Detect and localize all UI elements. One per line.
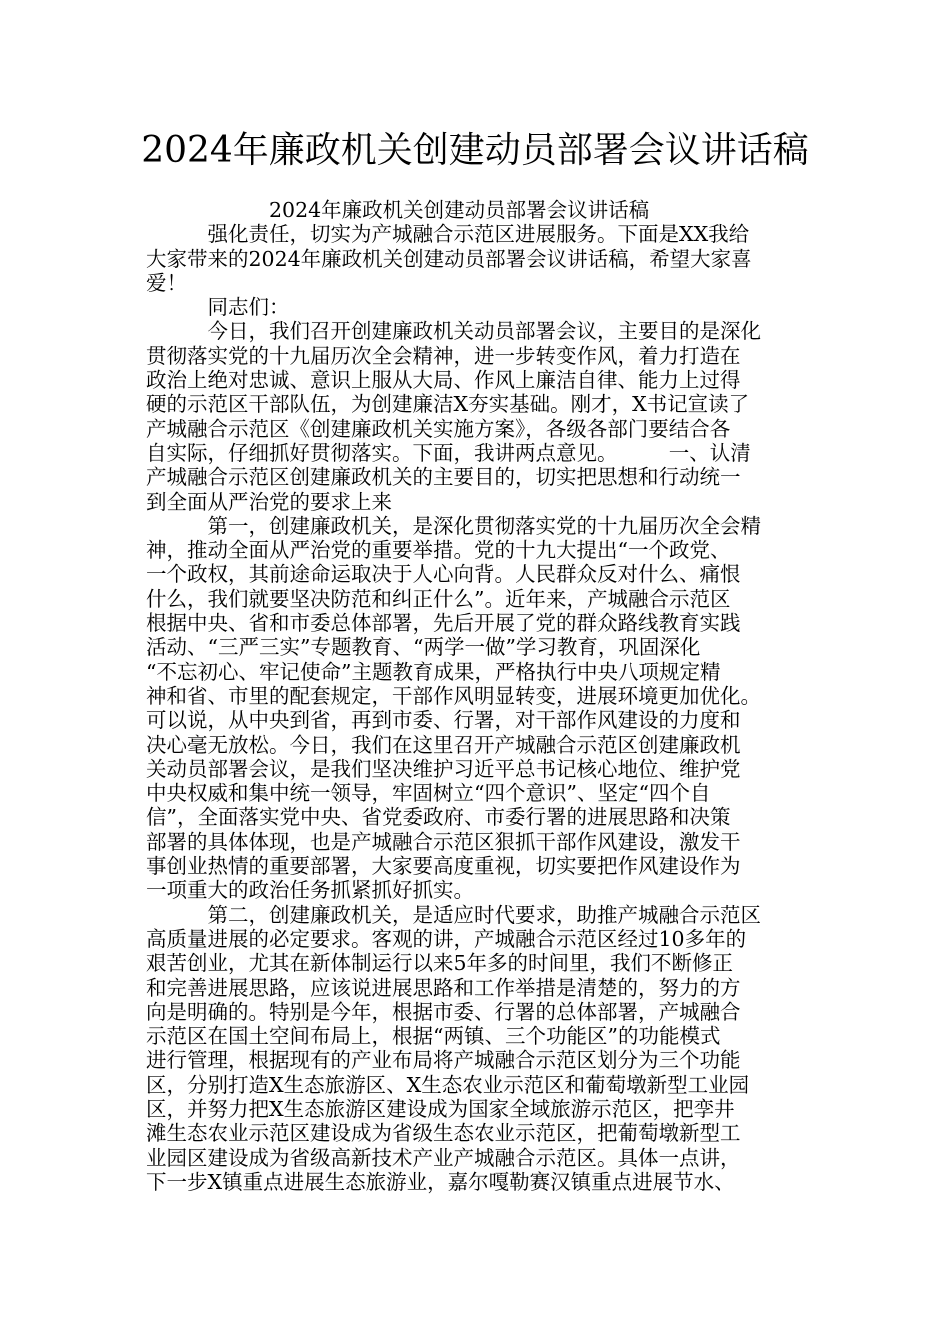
text-line: 和完善进展思路，应该说进展思路和工作举措是清楚的，努力的方 <box>146 975 741 1000</box>
text-line: 示范区在国土空间布局上，根据“两镇、三个功能区”的功能模式 <box>146 1024 721 1049</box>
text-line: 今日，我们召开创建廉政机关动员部署会议，主要目的是深化 <box>146 319 761 344</box>
text-line: “不忘初心、牢记使命”主题教育成果，严格执行中央八项规定精 <box>146 659 721 684</box>
document-title: 2024年廉政机关创建动员部署会议讲话稿 <box>141 130 809 171</box>
text-line: 强化责任，切实为产城融合示范区进展服务。下面是XX我给 <box>146 222 750 247</box>
text-line: 事创业热情的重要部署，大家要高度重视，切实要把作风建设作为 <box>146 854 741 879</box>
text-line: 什么，我们就要坚决防范和纠正什么”。近年来，产城融合示范区 <box>146 586 731 611</box>
text-line: 滩生态农业示范区建设成为省级生态农业示范区，把葡萄墩新型工 <box>146 1121 741 1146</box>
text-line: 自实际，仔细抓好贯彻落实。下面，我讲两点意见。 一、认清 <box>146 440 751 465</box>
text-line: 关动员部署会议，是我们坚决维护习近平总书记核心地位、维护党 <box>146 756 741 781</box>
text-line: 根据中央、省和市委总体部署，先后开展了党的群众路线教育实践 <box>146 611 741 636</box>
text-line: 向是明确的。特别是今年，根据市委、行署的总体部署，产城融合 <box>146 999 741 1024</box>
text-line: 中央权威和集中统一领导，牢固树立“四个意识”、坚定“四个自 <box>146 781 711 806</box>
text-line: 高质量进展的必定要求。客观的讲，产城融合示范区经过10多年的 <box>146 926 747 951</box>
text-line: 贯彻落实党的十九届历次全会精神，进一步转变作风，着力打造在 <box>146 343 741 368</box>
text-line: 到全面从严治党的要求上来 <box>146 489 392 514</box>
text-line: 产城融合示范区创建廉政机关的主要目的，切实把思想和行动统一 <box>146 465 741 490</box>
text-line: 第二，创建廉政机关，是适应时代要求，助推产城融合示范区 <box>146 902 761 927</box>
text-line: 业园区建设成为省级高新技术产业产城融合示范区。具体一点讲， <box>146 1145 741 1170</box>
text-line: 信”，全面落实党中央、省党委政府、市委行署的进展思路和决策 <box>146 805 731 830</box>
text-line: 区，并努力把X生态旅游区建设成为国家全域旅游示范区，把孪井 <box>146 1096 735 1121</box>
text-line: 区，分别打造X生态旅游区、X生态农业示范区和葡萄墩新型工业园 <box>146 1072 750 1097</box>
text-line: 神和省、市里的配套规定，干部作风明显转变，进展环境更加优化。 <box>146 683 761 708</box>
text-line: 决心毫无放松。今日，我们在这里召开产城融合示范区创建廉政机 <box>146 732 741 757</box>
text-line: 一个政权，其前途命运取决于人心向背。人民群众反对什么、痛恨 <box>146 562 741 587</box>
text-line: 产城融合示范区《创建廉政机关实施方案》，各级各部门要结合各 <box>146 416 731 441</box>
text-line: 部署的具体体现，也是产城融合示范区狠抓干部作风建设，激发干 <box>146 829 741 854</box>
document-body <box>146 198 826 1194</box>
text-line: 同志们： <box>146 295 290 320</box>
text-line: 大家带来的2024年廉政机关创建动员部署会议讲话稿，希望大家喜 <box>146 246 752 271</box>
text-line: 2024年廉政机关创建动员部署会议讲话稿 <box>146 198 650 222</box>
text-line: 爱！ <box>146 270 187 295</box>
text-line: 下一步X镇重点进展生态旅游业，嘉尔嘎勒赛汉镇重点进展节水、 <box>146 1169 735 1194</box>
text-line: 神，推动全面从严治党的重要举措。党的十九大提出“一个政党、 <box>146 538 731 563</box>
text-line: 硬的示范区干部队伍，为创建廉洁X夯实基础。刚才，X书记宣读了 <box>146 392 750 417</box>
text-line: 第一，创建廉政机关，是深化贯彻落实党的十九届历次全会精 <box>146 513 761 538</box>
text-line: 一项重大的政治任务抓紧抓好抓实。 <box>146 878 474 903</box>
text-line: 进行管理，根据现有的产业布局将产城融合示范区划分为三个功能 <box>146 1048 741 1073</box>
text-line: 可以说，从中央到省，再到市委、行署，对干部作风建设的力度和 <box>146 708 741 733</box>
text-line: 活动、“三严三实”专题教育、“两学一做”学习教育，巩固深化 <box>146 635 701 660</box>
text-line: 政治上绝对忠诚、意识上服从大局、作风上廉洁自律、能力上过得 <box>146 368 741 393</box>
text-line: 艰苦创业，尤其在新体制运行以来5年多的时间里，我们不断修正 <box>146 951 734 976</box>
